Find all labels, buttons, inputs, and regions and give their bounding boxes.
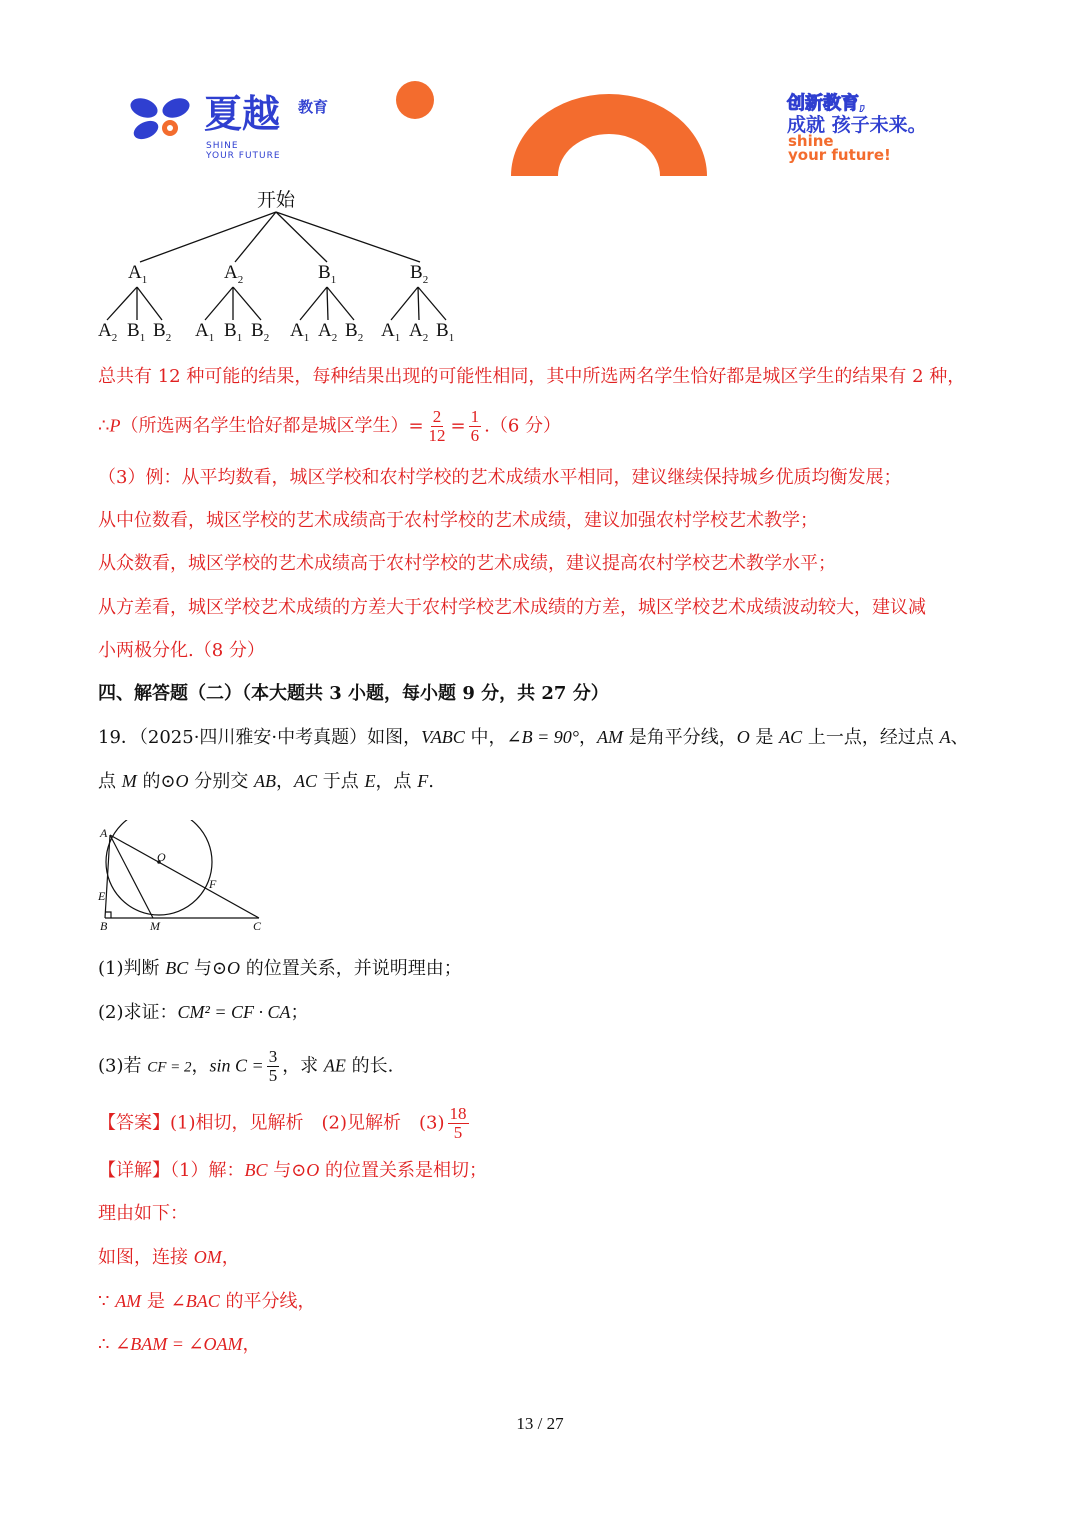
logo-title: 夏越: [204, 92, 281, 136]
subquestion-3: (3)若 CF = 2，sin C = $\frac{3}{5}$ ，求 AE 的长.: [98, 1047, 394, 1085]
fraction-1-6: $\frac{1}{6}$: [470, 407, 480, 445]
solution-line-total: 总共有 12 种可能的结果，每种结果出现的可能性相同，其中所选两名学生恰好都是城区学生的结果有 2 种，: [98, 366, 966, 387]
fraction-3-5: $\frac{3}{5}$: [268, 1047, 278, 1085]
subquestion-1: (1)判断 BC 与⊙O 的位置关系，并说明理由；: [98, 958, 462, 979]
therefore-line: ∴ ∠BAM = ∠OAM，: [98, 1334, 261, 1355]
question-19-line2: 点 M 的⊙O 分别交 AB，AC 于点 E，点 F.: [98, 771, 434, 792]
slogan-line4: your future!: [788, 146, 891, 164]
question-19-line1: 19．（2025·四川雅安·中考真题）如图，VABC 中，∠B = 90°，AM 是角平分线，O 是 AC 上一点，经过点 A、: [98, 727, 969, 748]
solution-line-mode: 从众数看，城区学校的艺术成绩高于农村学校的艺术成绩，建议提高农村学校艺术教学水平；: [98, 553, 836, 574]
tree-node-l2: $A_2$: [318, 320, 338, 344]
detail-line: 【详解】（1）解：BC 与⊙O 的位置关系是相切；: [98, 1160, 488, 1181]
section-heading: 四、解答题（二）（本大题共 3 小题，每小题 9 分，共 27 分）: [98, 683, 609, 704]
tree-node-l1: $A_2$: [224, 262, 244, 286]
fraction-2-12: $\frac{2}{12}$: [428, 407, 446, 445]
tree-root: 开始: [257, 189, 296, 211]
tree-node-l2: $A_1$: [290, 320, 310, 344]
tree-node-l2: $A_1$: [195, 320, 215, 344]
tree-node-l2: $A_1$: [381, 320, 401, 344]
slogan-line1: 创新教育,: [787, 93, 866, 114]
tree-node-l1: $B_1$: [318, 262, 337, 286]
tree-node-l1: $A_1$: [128, 262, 148, 286]
label-B: B: [100, 919, 108, 933]
label-C: C: [253, 919, 262, 933]
label-F: F: [209, 877, 217, 891]
tree-node-l2: $B_2$: [251, 320, 270, 344]
circle-triangle-figure: [95, 820, 275, 940]
slogan-line2: 成就 孩子未来。: [787, 114, 927, 136]
reason-line: 理由如下：: [98, 1203, 188, 1224]
tree-node-l2: $B_1$: [436, 320, 455, 344]
tree-node-l2: $A_2$: [409, 320, 429, 344]
slogan-line3: shine: [788, 132, 834, 150]
label-A: A: [100, 826, 108, 840]
tree-lines: [0, 0, 1080, 360]
connect-line: 如图，连接 OM，: [98, 1247, 240, 1268]
answer-line: 【答案】(1)相切，见解析 (2)见解析 (3) $\frac{18}{5}$: [98, 1104, 467, 1142]
tree-node-l2: $B_2$: [345, 320, 364, 344]
logo-suffix: 教育: [298, 98, 329, 116]
probability-line: ∴P（所选两名学生恰好都是城区学生）= $\frac{2}{12}$ = $\frac{1}{6}$ .（6 分）: [98, 407, 562, 445]
page-number: 13 / 27: [516, 1414, 564, 1433]
solution-line-median: 从中位数看，城区学校的艺术成绩高于农村学校的艺术成绩，建议加强农村学校艺术教学；: [98, 510, 818, 531]
solution-line-mean: （3）例：从平均数看，城区学校和农村学校的艺术成绩水平相同，建议继续保持城乡优质均衡发展；: [98, 467, 902, 488]
logo-en-line2: YOUR FUTURE: [206, 151, 281, 161]
because-line: ∵ AM 是 ∠BAC 的平分线，: [98, 1291, 316, 1312]
logo-en-line1: SHINE: [206, 141, 239, 151]
label-M: M: [150, 919, 160, 933]
tree-node-l2: $B_1$: [224, 320, 243, 344]
label-E: E: [98, 889, 106, 903]
label-O: O: [157, 850, 166, 864]
solution-line-variance-cont: 小两极分化.（8 分）: [98, 640, 265, 661]
fraction-18-5: $\frac{18}{5}$: [449, 1104, 467, 1142]
tree-node-l1: $B_2$: [410, 262, 429, 286]
tree-node-l2: $A_2$: [98, 320, 118, 344]
solution-line-variance: 从方差看，城区学校艺术成绩的方差大于农村学校艺术成绩的方差，城区学校艺术成绩波动较大，建议减: [98, 597, 926, 618]
tree-node-l2: $B_1$: [127, 320, 146, 344]
tree-node-l2: $B_2$: [153, 320, 172, 344]
subquestion-2: (2)求证：CM² = CF · CA；: [98, 1002, 309, 1023]
